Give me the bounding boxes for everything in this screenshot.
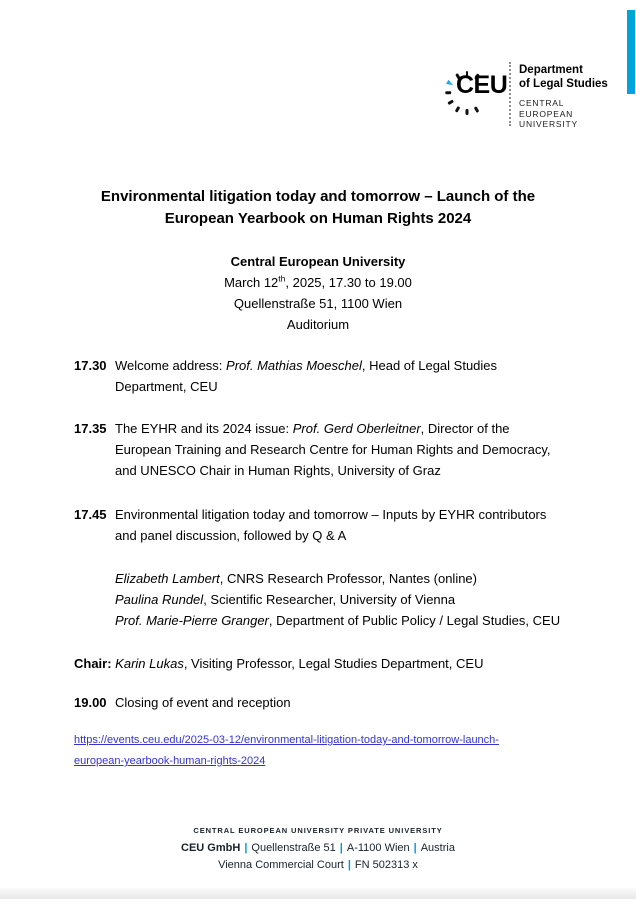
logo-department-line2: of Legal Studies: [519, 77, 608, 90]
schedule-time: 19.00: [74, 695, 107, 710]
panelist-line: Paulina Rundel, Scientific Researcher, University of Vienna: [115, 592, 456, 607]
pipe-separator: |: [339, 842, 343, 854]
event-link-line2[interactable]: european-yearbook-human-rights-2024: [74, 755, 266, 767]
schedule-time: 17.30: [74, 358, 107, 373]
schedule-item-1730: [74, 355, 562, 397]
vertical-scrollbar-thumb[interactable]: [627, 10, 635, 94]
footer-registration-line: Vienna Commercial Court | FN 502313 x: [218, 858, 418, 871]
footer-university-line: CENTRAL EUROPEAN UNIVERSITY PRIVATE UNIVERSITY: [193, 826, 443, 835]
schedule-item-1735: [74, 418, 562, 481]
chair-line: Chair: Karin Lukas, Visiting Professor, Legal Studies Department, CEU: [74, 656, 484, 671]
schedule-text: Closing of event and reception: [115, 695, 291, 710]
schedule-item-1900: [74, 692, 562, 713]
event-room: Auditorium: [286, 317, 350, 332]
logo-university-name: CENTRAL EUROPEAN UNIVERSITY: [519, 98, 579, 129]
event-link-line1[interactable]: https://events.ceu.edu/2025-03-12/environmental-litigation-today-and-tomorrow-launch-: [74, 734, 499, 746]
schedule-text: The EYHR and its 2024 issue: Prof. Gerd Oberleitner, Director of the European Training and Research Centre for Human Rights and Democracy, and UNESCO Chair in Human Rights, University of Graz: [115, 421, 551, 478]
event-address: Quellenstraße 51, 1100 Wien: [233, 296, 403, 311]
panelist-line: Elizabeth Lambert, CNRS Research Professor, Nantes (online): [115, 571, 477, 586]
footer-address-line: CEU GmbH | Quellenstraße 51 | A-1100 Wien | Austria: [181, 842, 455, 854]
panelist-line: Prof. Marie-Pierre Granger, Department of Public Policy / Legal Studies, CEU: [115, 613, 561, 628]
pipe-separator: |: [413, 842, 417, 854]
event-title: Environmental litigation today and tomorrow – Launch of the European Yearbook on Human Rights 2024: [100, 188, 536, 227]
pipe-separator: |: [347, 858, 351, 871]
document-body: [74, 0, 562, 772]
schedule-text: Environmental litigation today and tomorrow – Inputs by EYHR contributors and panel discussion, followed by Q & A: [115, 507, 547, 543]
page-bottom-edge: [0, 888, 636, 899]
pipe-separator: |: [244, 842, 248, 854]
event-venue: Central European University: [230, 254, 406, 269]
schedule-text: Welcome address: Prof. Mathias Moeschel, Head of Legal Studies Department, CEU: [115, 358, 498, 394]
schedule-time: 17.45: [74, 507, 107, 522]
schedule-item-1745: [74, 504, 562, 546]
logo-department-line1: Department: [519, 64, 583, 76]
panelists-list: [115, 568, 577, 631]
event-info: [74, 251, 562, 335]
schedule-time: 17.35: [74, 421, 107, 436]
ceu-acronym: CEU: [456, 71, 508, 99]
event-datetime: March 12th, 2025, 17.30 to 19.00: [224, 273, 412, 290]
event-hyperlink: [74, 730, 562, 772]
page-footer: [0, 826, 636, 873]
